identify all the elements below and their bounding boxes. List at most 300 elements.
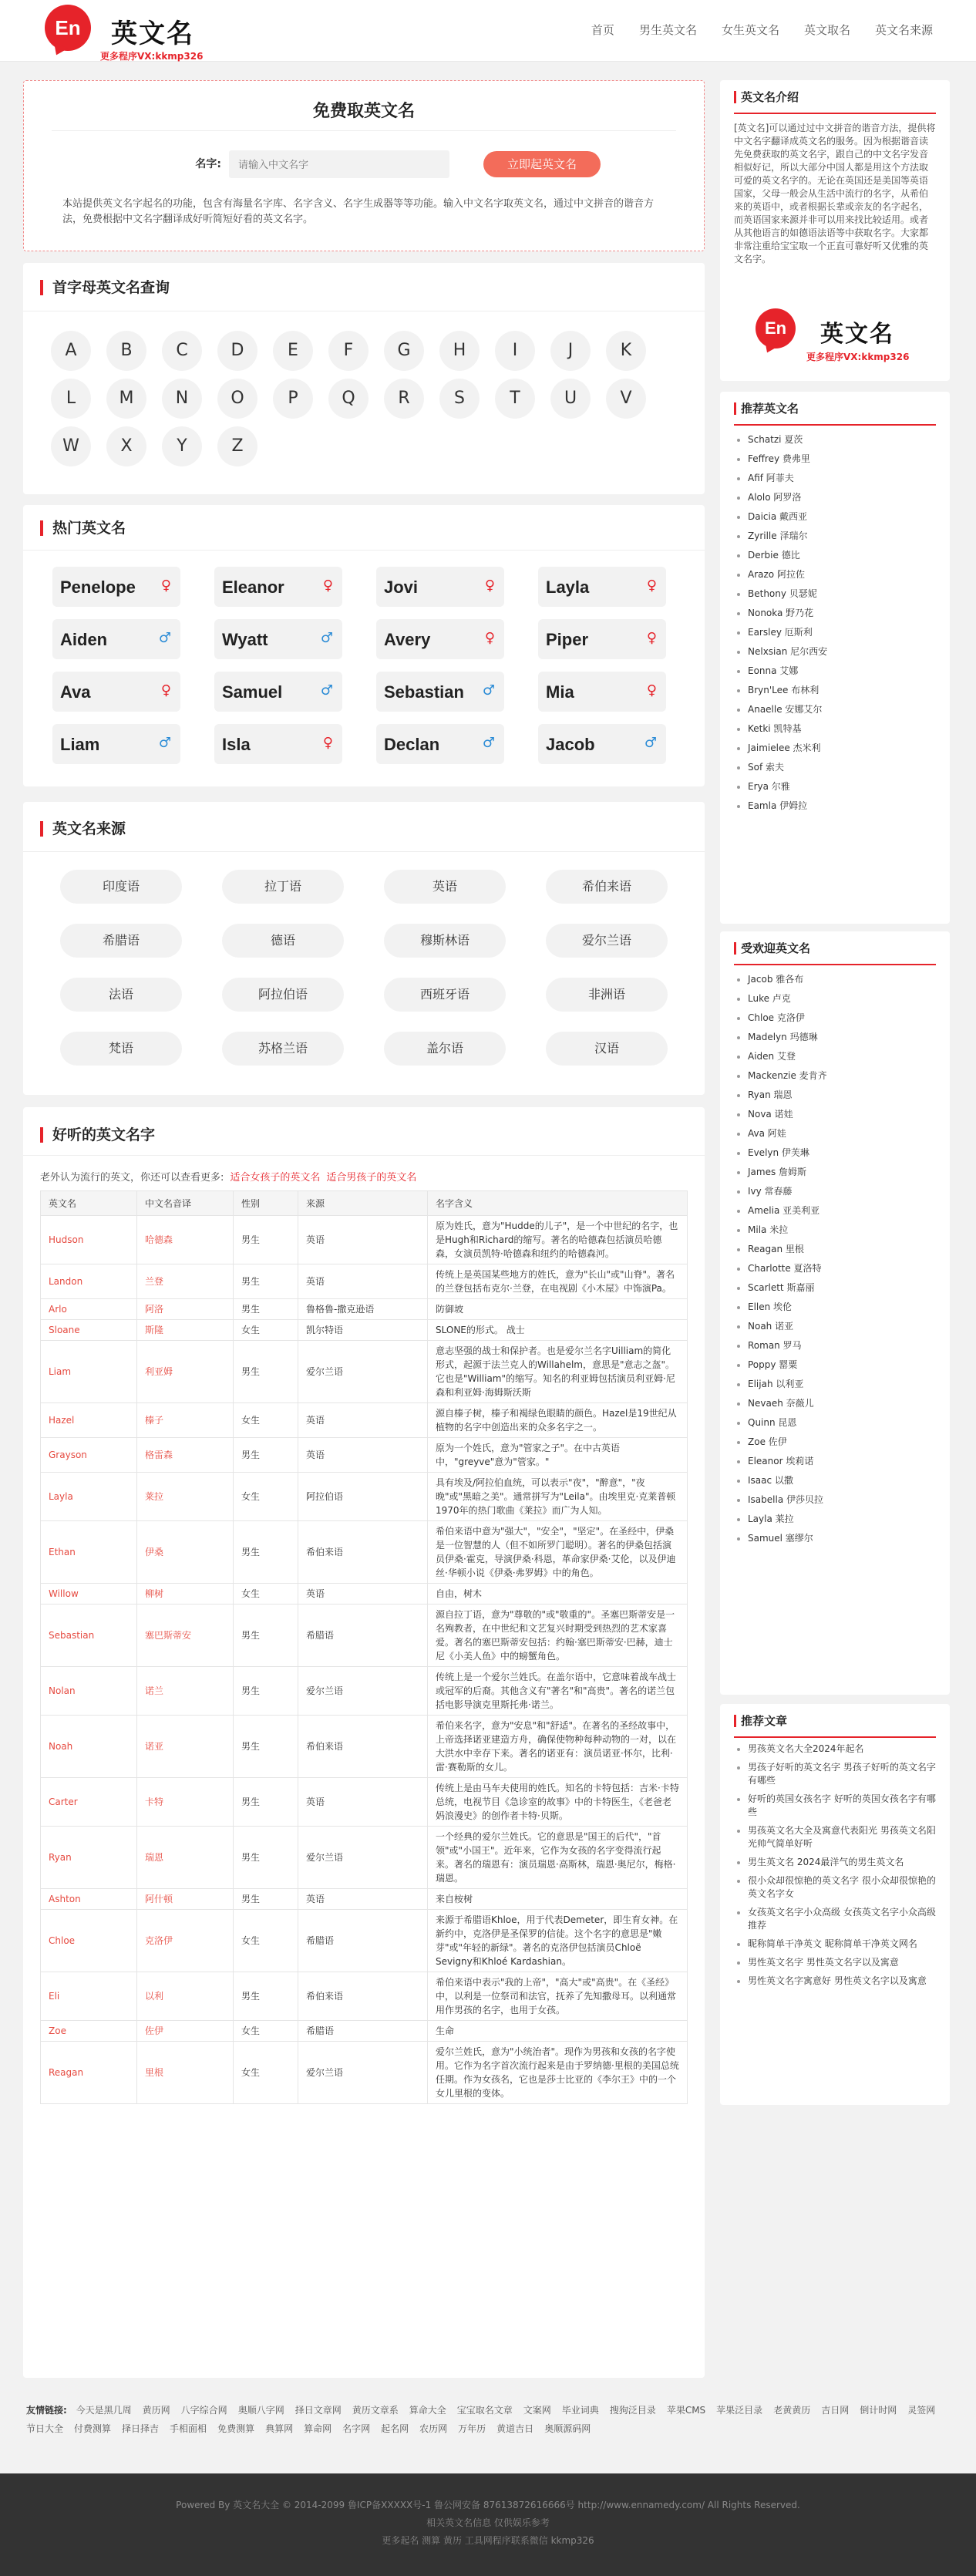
letter-w[interactable]: W — [51, 426, 91, 466]
chinese-name-cell[interactable]: 阿洛 — [137, 1299, 234, 1320]
friend-link[interactable]: 吉日网 — [821, 2405, 850, 2416]
letter-s[interactable]: S — [439, 379, 480, 419]
gender-cell: 女生 — [234, 1910, 298, 1972]
english-name-cell[interactable]: Liam — [41, 1341, 137, 1403]
english-name-cell[interactable]: Reagan — [41, 2042, 137, 2104]
recommend-name-link[interactable]: Earsley 厄斯利 — [734, 623, 936, 642]
chinese-name-cell[interactable]: 哈德森 — [137, 1216, 234, 1264]
male-icon: ♂ — [320, 630, 333, 646]
letter-f[interactable]: F — [328, 331, 369, 371]
hot-name-item[interactable] — [376, 567, 504, 607]
letter-v[interactable]: V — [606, 379, 646, 419]
letter-j[interactable]: J — [550, 331, 591, 371]
english-name-cell[interactable]: Sloane — [41, 1320, 137, 1341]
table-row — [41, 1827, 688, 1889]
recommend-name-link[interactable]: Feffrey 费弗里 — [734, 450, 936, 469]
popular-name-link[interactable]: Poppy 罂粟 — [734, 1355, 936, 1375]
meaning-cell: 源自拉丁语，意为"尊敬的"或"敬重的"。圣塞巴斯蒂安是一名殉教者，在中世纪和文艺复兴时期受到热烈的艺术家喜爱。著名的塞巴斯蒂安包括：约翰·塞巴斯蒂安·巴赫，迪士尼《小美人鱼》中的螃蟹角色。 — [428, 1605, 688, 1667]
divider — [52, 130, 676, 131]
origin-cell: 希伯来语 — [298, 1521, 428, 1584]
hot-name-item[interactable] — [214, 567, 342, 607]
friend-link[interactable]: 奥顺八字网 — [237, 2405, 284, 2416]
letter-d[interactable]: D — [217, 331, 257, 371]
letter-e[interactable]: E — [273, 331, 313, 371]
english-name-cell[interactable]: Zoe — [41, 2021, 137, 2042]
popular-name-link[interactable]: Charlotte 夏洛特 — [734, 1259, 936, 1278]
form-description: 本站提供英文名字起名的功能，包含有海量名字库、名字含义、名字生成器等等功能。输入中文名字取英文名，通过中文拼音的谐音方法，免费根据中文名字翻译成好听简短好看的英文名字。 — [62, 198, 655, 225]
friend-link[interactable]: 手相面相 — [170, 2423, 207, 2434]
english-name-cell[interactable]: Arlo — [41, 1299, 137, 1320]
popular-name-link[interactable]: Layla 莱拉 — [734, 1510, 936, 1529]
english-name-cell[interactable]: Nolan — [41, 1667, 137, 1716]
female-icon: ♀ — [322, 577, 333, 594]
letter-b[interactable]: B — [106, 331, 146, 371]
friend-link[interactable]: 算命网 — [304, 2423, 332, 2434]
chinese-name-cell[interactable]: 诺亚 — [137, 1716, 234, 1778]
origin-cell: 鲁格鲁-撒克逊语 — [298, 1299, 428, 1320]
chinese-name-cell[interactable]: 格雷森 — [137, 1438, 234, 1473]
english-name-cell[interactable]: Hazel — [41, 1403, 137, 1438]
friend-link[interactable]: 文案网 — [523, 2405, 551, 2416]
naming-form-card — [23, 80, 705, 251]
letter-l[interactable]: L — [51, 379, 91, 419]
friend-link[interactable]: 农历网 — [419, 2423, 448, 2434]
recommend-name-link[interactable]: Schatzi 夏茨 — [734, 430, 936, 450]
origin-cell: 英语 — [298, 1403, 428, 1438]
popular-name-link[interactable]: Luke 卢克 — [734, 989, 936, 1009]
col-chinese-name: 中文名音译 — [137, 1191, 234, 1216]
main-nav — [591, 22, 933, 38]
site-logo[interactable] — [45, 5, 222, 62]
origin-cell: 爱尔兰语 — [298, 1341, 428, 1403]
popular-name-link[interactable]: Noah 诺亚 — [734, 1317, 936, 1336]
hot-name-item[interactable] — [214, 724, 342, 764]
sidebar-recommend-card — [720, 392, 950, 924]
popular-name-link[interactable]: Nova 诺娃 — [734, 1105, 936, 1124]
friend-link[interactable]: 倒计时网 — [860, 2405, 897, 2416]
hot-name-item[interactable] — [538, 672, 666, 712]
popular-name-link[interactable]: Jacob 雅各布 — [734, 970, 936, 989]
letter-q[interactable]: Q — [328, 379, 369, 419]
name-label: 名字: — [195, 158, 221, 170]
footer-contact: 更多起名 测算 黄历 工具网程序联系微信 kkmp326 — [382, 2535, 594, 2546]
chinese-name-cell[interactable]: 阿什顿 — [137, 1889, 234, 1910]
source-item[interactable]: 非洲语 — [546, 978, 668, 1012]
source-item[interactable]: 法语 — [60, 978, 182, 1012]
popular-name-link[interactable]: Amelia 亚美利亚 — [734, 1201, 936, 1221]
col-meaning: 名字含义 — [428, 1191, 688, 1216]
hot-name-item[interactable] — [52, 567, 180, 607]
popular-name-link[interactable]: Elijah 以利亚 — [734, 1375, 936, 1394]
english-name-cell[interactable]: Ethan — [41, 1521, 137, 1584]
section-title: 首字母英文名查询 — [40, 280, 170, 295]
table-row — [41, 2021, 688, 2042]
recommend-name-link[interactable]: Eonna 艾娜 — [734, 662, 936, 681]
hot-name-label: Penelope — [60, 577, 136, 597]
hot-name-item[interactable] — [376, 619, 504, 659]
divider — [23, 851, 705, 852]
gender-cell: 男生 — [234, 1972, 298, 2021]
popular-name-link[interactable]: Scarlett 斯嘉丽 — [734, 1278, 936, 1298]
popular-name-link[interactable]: Reagan 里根 — [734, 1240, 936, 1259]
letter-t[interactable]: T — [495, 379, 535, 419]
hot-name-item[interactable] — [538, 567, 666, 607]
nav-male-names[interactable]: 男生英文名 — [638, 23, 697, 37]
col-gender: 性别 — [234, 1191, 298, 1216]
hot-name-item[interactable] — [376, 724, 504, 764]
popular-name-link[interactable]: Quinn 昆恩 — [734, 1413, 936, 1433]
source-item[interactable]: 阿拉伯语 — [222, 978, 344, 1012]
friend-link[interactable]: 苹果泛目录 — [716, 2405, 763, 2416]
popular-name-link[interactable]: Zoe 佐伊 — [734, 1433, 936, 1452]
source-item[interactable]: 西班牙语 — [384, 978, 506, 1012]
chinese-name-cell[interactable]: 以利 — [137, 1972, 234, 2021]
female-names-link[interactable]: 适合女孩子的英文名 — [230, 1172, 321, 1184]
recommend-name-link[interactable]: Nonoka 野乃花 — [734, 604, 936, 623]
divider — [734, 113, 936, 114]
source-item[interactable]: 穆斯林语 — [384, 924, 506, 958]
recommend-name-link[interactable]: Bryn'Lee 布林利 — [734, 681, 936, 700]
sidebar-logo — [756, 304, 917, 365]
origin-cell: 英语 — [298, 1778, 428, 1827]
source-item[interactable]: 英语 — [384, 870, 506, 904]
female-icon: ♀ — [322, 735, 333, 751]
letter-y[interactable]: Y — [162, 426, 202, 466]
table-row — [41, 1778, 688, 1827]
meaning-cell: 希伯来名字，意为"安息"和"舒适"。在著名的圣经故事中，上帝选择诺亚建造方舟，确保使物种每种动物的一对，以在大洪水中幸存下来。著名的诺亚有：演员诺亚·怀尔，比利·雷·赛勒斯的女儿。 — [428, 1716, 688, 1778]
friend-links — [26, 2401, 951, 2438]
gender-cell: 女生 — [234, 1473, 298, 1521]
source-item[interactable]: 德语 — [222, 924, 344, 958]
article-link[interactable]: 女孩英文名字小众高级 女孩英文名字小众高级推荐 — [734, 1906, 936, 1932]
letter-p[interactable]: P — [273, 379, 313, 419]
gender-cell: 男生 — [234, 1889, 298, 1910]
chinese-name-cell[interactable]: 斯隆 — [137, 1320, 234, 1341]
submit-button[interactable]: 立即起英文名 — [483, 151, 601, 177]
english-name-cell[interactable]: Hudson — [41, 1216, 137, 1264]
english-name-cell[interactable]: Carter — [41, 1778, 137, 1827]
chinese-name-cell[interactable]: 诺兰 — [137, 1667, 234, 1716]
friend-link[interactable]: 择日择吉 — [122, 2423, 160, 2434]
source-item[interactable]: 希腊语 — [60, 924, 182, 958]
nav-name-origin[interactable]: 英文名来源 — [874, 23, 933, 37]
chinese-name-input[interactable] — [229, 150, 449, 178]
recommend-list — [734, 430, 936, 816]
gender-cell: 女生 — [234, 2042, 298, 2104]
gender-cell: 女生 — [234, 2021, 298, 2042]
english-name-cell[interactable]: Chloe — [41, 1910, 137, 1972]
recommend-name-link[interactable]: Arazo 阿拉佐 — [734, 565, 936, 584]
chinese-name-cell[interactable]: 伊桑 — [137, 1521, 234, 1584]
letter-c[interactable]: C — [162, 331, 202, 371]
gender-cell: 男生 — [234, 1667, 298, 1716]
english-name-cell[interactable]: Ryan — [41, 1827, 137, 1889]
table-row — [41, 1264, 688, 1299]
hot-name-item[interactable] — [214, 672, 342, 712]
chinese-name-cell[interactable]: 卡特 — [137, 1778, 234, 1827]
friend-link[interactable]: 八字综合网 — [180, 2405, 227, 2416]
recommend-name-link[interactable]: Daicia 戴西亚 — [734, 507, 936, 527]
hot-name-label: Declan — [384, 735, 440, 754]
popular-name-link[interactable]: Mila 米拉 — [734, 1221, 936, 1240]
source-item[interactable]: 希伯来语 — [546, 870, 668, 904]
popular-name-link[interactable]: Samuel 塞缪尔 — [734, 1529, 936, 1548]
site-footer — [0, 2473, 976, 2576]
chinese-name-cell[interactable]: 瑞恩 — [137, 1827, 234, 1889]
meaning-cell: 希伯来语中表示"我的上帝"，"高大"或"高贵"。在《圣经》中，以利是一位祭司和法官，抚养了先知撒母耳。以利通常用作男孩的名字，也用于女孩。 — [428, 1972, 688, 2021]
english-name-cell[interactable]: Landon — [41, 1264, 137, 1299]
logo-badge: En — [45, 5, 91, 51]
origin-cell: 爱尔兰语 — [298, 1667, 428, 1716]
section-title: 英文名来源 — [40, 821, 126, 837]
nav-female-names[interactable]: 女生英文名 — [721, 23, 779, 37]
male-icon: ♂ — [482, 682, 495, 699]
source-item[interactable]: 梵语 — [60, 1032, 182, 1066]
popular-name-link[interactable]: Eleanor 埃莉诺 — [734, 1452, 936, 1471]
recommend-name-link[interactable]: Bethony 贝瑟妮 — [734, 584, 936, 604]
friend-link[interactable]: 算命大全 — [409, 2405, 446, 2416]
friend-link[interactable]: 老黄黄历 — [773, 2405, 811, 2416]
section-title: 热门英文名 — [40, 520, 126, 536]
female-icon: ♀ — [646, 630, 657, 646]
male-icon: ♂ — [320, 682, 333, 699]
chinese-name-cell[interactable]: 柳树 — [137, 1584, 234, 1605]
letter-g[interactable]: G — [384, 331, 424, 371]
female-icon: ♀ — [646, 682, 657, 699]
popular-name-link[interactable]: Roman 罗马 — [734, 1336, 936, 1355]
hot-name-item[interactable] — [214, 619, 342, 659]
letter-a[interactable]: A — [51, 331, 91, 371]
hot-name-item[interactable] — [52, 619, 180, 659]
friend-link[interactable]: 节日大全 — [26, 2423, 64, 2434]
popular-name-link[interactable]: Ava 阿娃 — [734, 1124, 936, 1143]
recommend-name-link[interactable]: Ketki 凯特基 — [734, 719, 936, 739]
popular-name-link[interactable]: Evelyn 伊芙琳 — [734, 1143, 936, 1163]
gender-cell: 男生 — [234, 1264, 298, 1299]
logo-subtitle: 更多程序VX:kkmp326 — [100, 51, 204, 62]
source-item[interactable]: 印度语 — [60, 870, 182, 904]
hot-name-item[interactable] — [52, 724, 180, 764]
chinese-name-cell[interactable]: 克洛伊 — [137, 1910, 234, 1972]
meaning-cell: 原为一个姓氏，意为"管家之子"。在中古英语中，"greyve"意为"管家。" — [428, 1438, 688, 1473]
friend-link[interactable]: 免费测算 — [217, 2423, 255, 2434]
article-link[interactable]: 男生英文名 2024最洋气的男生英文名 — [734, 1856, 936, 1869]
english-name-cell[interactable]: Sebastian — [41, 1605, 137, 1667]
table-row — [41, 2042, 688, 2104]
origin-cell: 希腊语 — [298, 1605, 428, 1667]
popular-name-link[interactable]: Isaac 以撒 — [734, 1471, 936, 1490]
friend-link[interactable]: 择日文章网 — [294, 2405, 342, 2416]
hot-name-label: Eleanor — [222, 577, 284, 597]
recommend-name-link[interactable]: Erya 尔雅 — [734, 777, 936, 796]
recommend-name-link[interactable]: Alolo 阿罗洛 — [734, 488, 936, 507]
letter-r[interactable]: R — [384, 379, 424, 419]
source-item[interactable]: 爱尔兰语 — [546, 924, 668, 958]
english-name-cell[interactable]: Noah — [41, 1716, 137, 1778]
meaning-cell: 源自榛子树，榛子和褐绿色眼睛的颜色。Hazel是19世纪从植物的名字中创造出来的众多名字之一。 — [428, 1403, 688, 1438]
site-header — [0, 0, 976, 62]
male-icon: ♂ — [644, 735, 657, 751]
popular-name-link[interactable]: James 詹姆斯 — [734, 1163, 936, 1182]
article-link[interactable]: 很小众却很惊艳的英文名字 很小众却很惊艳的英文名字女 — [734, 1874, 936, 1901]
hot-name-label: Aiden — [60, 630, 108, 649]
friend-link[interactable]: 起名网 — [381, 2423, 409, 2434]
friend-link[interactable]: 毕业词典 — [561, 2405, 599, 2416]
letter-i[interactable]: I — [495, 331, 535, 371]
sidebar-title: 推荐英文名 — [734, 402, 799, 415]
chinese-name-cell[interactable]: 塞巴斯蒂安 — [137, 1605, 234, 1667]
recommend-name-link[interactable]: Eamla 伊姆拉 — [734, 796, 936, 816]
hot-name-item[interactable] — [376, 672, 504, 712]
popular-name-link[interactable]: Ellen 埃伦 — [734, 1298, 936, 1317]
friend-link[interactable]: 苹果CMS — [666, 2405, 706, 2416]
popular-name-link[interactable]: Nevaeh 奈薇儿 — [734, 1394, 936, 1413]
divider — [734, 964, 936, 965]
meaning-cell: 原为姓氏，意为"Hudde的儿子"，是一个中世纪的名字，也是Hugh和Richard的缩写。著名的哈德森包括演员哈德森，女演员凯特·哈德森和纽约的哈德森河。 — [428, 1216, 688, 1264]
friend-link[interactable]: 典算网 — [265, 2423, 294, 2434]
hot-name-label: Piper — [546, 630, 589, 649]
col-origin: 来源 — [298, 1191, 428, 1216]
nav-naming[interactable]: 英文取名 — [803, 23, 850, 37]
popular-name-link[interactable]: Isabella 伊莎贝拉 — [734, 1490, 936, 1510]
friend-link[interactable]: 搜狗泛目录 — [609, 2405, 656, 2416]
origin-cell: 英语 — [298, 1889, 428, 1910]
origin-cell: 英语 — [298, 1216, 428, 1264]
sidebar-title: 推荐文章 — [734, 1715, 787, 1727]
chinese-name-cell[interactable]: 利亚姆 — [137, 1341, 234, 1403]
hot-name-label: Isla — [222, 735, 251, 754]
friend-link[interactable]: 灵签网 — [907, 2405, 936, 2416]
chinese-name-cell[interactable]: 佐伊 — [137, 2021, 234, 2042]
english-name-cell[interactable]: Ashton — [41, 1889, 137, 1910]
popular-name-link[interactable]: Chloe 克洛伊 — [734, 1009, 936, 1028]
female-icon: ♀ — [484, 630, 495, 646]
article-link[interactable]: 男孩英文名大全2024年起名 — [734, 1743, 936, 1756]
article-link[interactable]: 男孩子好听的英文名字 男孩子好听的英文名字有哪些 — [734, 1761, 936, 1787]
popular-name-link[interactable]: Ryan 瑞恩 — [734, 1086, 936, 1105]
friend-link[interactable]: 黄历文章系 — [352, 2405, 399, 2416]
friend-link[interactable]: 奥顺源码网 — [544, 2423, 591, 2434]
gender-cell: 男生 — [234, 1521, 298, 1584]
chinese-name-cell[interactable]: 莱拉 — [137, 1473, 234, 1521]
chinese-name-cell[interactable]: 兰登 — [137, 1264, 234, 1299]
friend-link[interactable]: 宝宝取名文章 — [456, 2405, 513, 2416]
source-item[interactable]: 拉丁语 — [222, 870, 344, 904]
gender-cell: 男生 — [234, 1716, 298, 1778]
article-list — [734, 1743, 936, 1993]
nav-home[interactable]: 首页 — [591, 23, 614, 37]
table-header-row — [41, 1191, 688, 1216]
hot-name-item[interactable] — [52, 672, 180, 712]
letter-k[interactable]: K — [606, 331, 646, 371]
letter-z[interactable]: Z — [217, 426, 257, 466]
english-name-cell[interactable]: Eli — [41, 1972, 137, 2021]
table-row — [41, 1889, 688, 1910]
hot-name-label: Samuel — [222, 682, 283, 702]
sidebar-title: 受欢迎英文名 — [734, 942, 810, 955]
friend-link[interactable]: 万年历 — [458, 2423, 486, 2434]
table-row — [41, 1584, 688, 1605]
logo-title: 英文名 — [111, 19, 194, 49]
source-item[interactable]: 汉语 — [546, 1032, 668, 1066]
logo-subtitle: 更多程序VX:kkmp326 — [806, 352, 910, 362]
names-list-card — [23, 1107, 705, 2378]
recommend-name-link[interactable]: Jaimielee 杰米利 — [734, 739, 936, 758]
female-icon: ♀ — [160, 682, 171, 699]
article-link[interactable]: 男性英文名字寓意好 男性英文名字以及寓意 — [734, 1975, 936, 1988]
popular-name-link[interactable]: Aiden 艾登 — [734, 1047, 936, 1066]
friend-link[interactable]: 黄道吉日 — [496, 2423, 534, 2434]
gender-cell: 男生 — [234, 1605, 298, 1667]
logo-title: 英文名 — [820, 321, 894, 348]
table-row — [41, 1320, 688, 1341]
table-row — [41, 1341, 688, 1403]
hot-name-item[interactable] — [538, 619, 666, 659]
letter-x[interactable]: X — [106, 426, 146, 466]
table-row — [41, 1972, 688, 2021]
female-icon: ♀ — [484, 577, 495, 594]
footer-disclaimer: 相关英文名信息 仅供娱乐参考 — [426, 2517, 550, 2528]
origin-cell: 希伯来语 — [298, 1716, 428, 1778]
recommend-name-link[interactable]: Afif 阿菲夫 — [734, 469, 936, 488]
chinese-name-cell[interactable]: 榛子 — [137, 1403, 234, 1438]
recommend-name-link[interactable]: Sof 索夫 — [734, 758, 936, 777]
recommend-name-link[interactable]: Anaelle 安娜艾尔 — [734, 700, 936, 719]
friend-link[interactable]: 黄历网 — [142, 2405, 170, 2416]
popular-name-link[interactable]: Madelyn 玛德琳 — [734, 1028, 936, 1047]
table-row — [41, 1438, 688, 1473]
recommend-name-link[interactable]: Zyrille 泽瑞尔 — [734, 527, 936, 546]
recommend-name-link[interactable]: Nelxsian 尼尔西安 — [734, 642, 936, 662]
sidebar-intro-card — [720, 80, 950, 381]
meaning-cell: SLONE的形式。 战士 — [428, 1320, 688, 1341]
letter-u[interactable]: U — [550, 379, 591, 419]
hot-name-item[interactable] — [538, 724, 666, 764]
english-name-cell[interactable]: Willow — [41, 1584, 137, 1605]
letter-h[interactable]: H — [439, 331, 480, 371]
article-link[interactable]: 男孩英文名大全及寓意代表阳光 男孩英文名阳光帅气简单好听 — [734, 1824, 936, 1850]
article-link[interactable]: 好听的英国女孩名字 好听的英国女孩名字有哪些 — [734, 1793, 936, 1819]
english-name-cell[interactable]: Grayson — [41, 1438, 137, 1473]
friend-link[interactable]: 今天是黑几周 — [76, 2405, 132, 2416]
article-link[interactable]: 昵称简单干净英文 昵称简单干净英文网名 — [734, 1938, 936, 1951]
source-item[interactable]: 苏格兰语 — [222, 1032, 344, 1066]
popular-name-link[interactable]: Mackenzie 麦肯齐 — [734, 1066, 936, 1086]
article-link[interactable]: 男性英文名字 男性英文名字以及寓意 — [734, 1956, 936, 1969]
female-icon: ♀ — [160, 577, 171, 594]
female-icon: ♀ — [646, 577, 657, 594]
origin-cell: 希伯来语 — [298, 1972, 428, 2021]
friend-link[interactable]: 名字网 — [342, 2423, 371, 2434]
hot-name-label: Jacob — [546, 735, 595, 754]
english-name-cell[interactable]: Layla — [41, 1473, 137, 1521]
letter-n[interactable]: N — [162, 379, 202, 419]
table-row — [41, 1216, 688, 1264]
meaning-cell: 来自桉树 — [428, 1889, 688, 1910]
gender-cell: 男生 — [234, 1299, 298, 1320]
table-row — [41, 1403, 688, 1438]
recommend-name-link[interactable]: Derbie 德比 — [734, 546, 936, 565]
letter-m[interactable]: M — [106, 379, 146, 419]
meaning-cell: 传统上是一个爱尔兰姓氏。在盖尔语中，它意味着战车战士或冠军的后裔。其他含义有"著名"和"高贵"。著名的诺兰包括电影导演克里斯托弗·诺兰。 — [428, 1667, 688, 1716]
letter-o[interactable]: O — [217, 379, 257, 419]
chinese-name-cell[interactable]: 里根 — [137, 2042, 234, 2104]
meaning-cell: 自由，树木 — [428, 1584, 688, 1605]
popular-name-link[interactable]: Ivy 常春藤 — [734, 1182, 936, 1201]
friend-link[interactable]: 付费测算 — [74, 2423, 112, 2434]
source-item[interactable]: 盖尔语 — [384, 1032, 506, 1066]
male-names-link[interactable]: 适合男孩子的英文名 — [326, 1172, 417, 1184]
